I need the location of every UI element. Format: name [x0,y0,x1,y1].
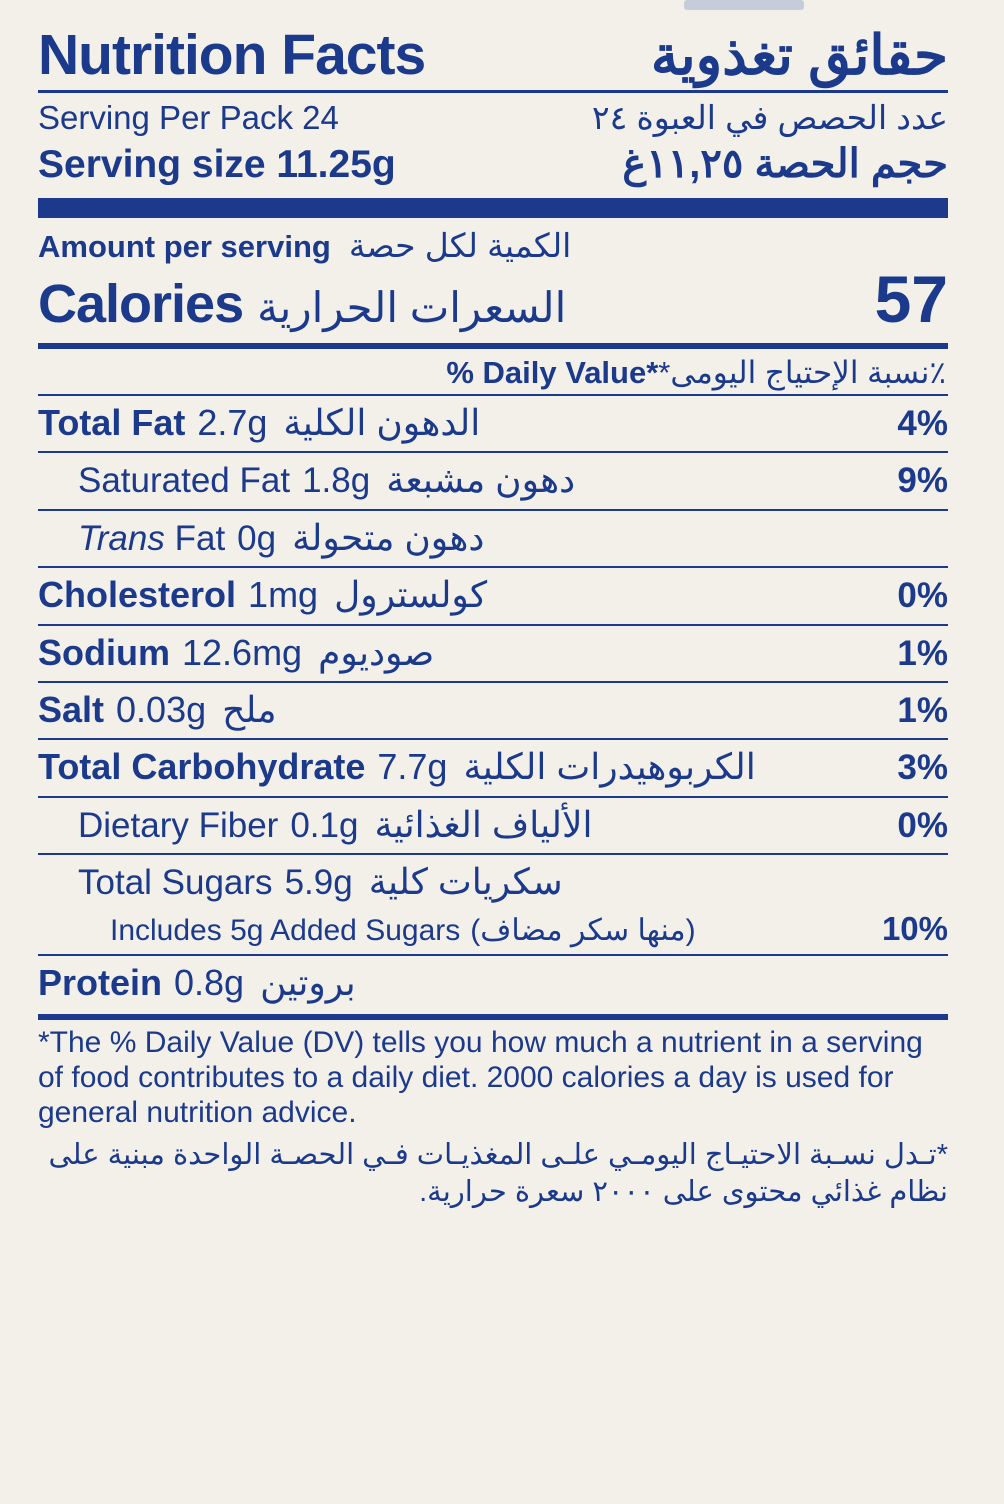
nutrient-name-arabic: كولسترول [334,574,488,616]
nutrient-name: Dietary Fiber [78,805,279,845]
calories-row [38,261,948,337]
nutrient-row-salt [38,686,948,735]
nutrient-row-sodium [38,629,948,678]
amount-per-serving-english: Amount per serving [38,228,331,264]
nutrient-name-arabic: دهون مشبعة [386,459,576,501]
nutrient-row-protein [38,959,948,1008]
added-sugars-english: Includes 5g Added Sugars [110,913,461,947]
nutrient-name: Protein [38,961,163,1003]
daily-value-header [38,355,948,391]
nutrient-percent: 9% [897,461,948,501]
nutrient-name-arabic: الكربوهيدرات الكلية [463,746,756,788]
nutrient-percent: 3% [897,748,948,788]
divider-under-dv [38,394,948,396]
serving-per-pack-row [38,99,948,137]
daily-value-english: % Daily Value* [446,354,659,390]
nutrient-name: Sodium [38,631,170,673]
divider-thick-top [38,198,948,218]
divider [38,853,948,855]
divider-under-title [38,90,948,93]
nutrient-percent: 0% [897,576,948,616]
serving-size-arabic: حجم الحصة ١١,٢٥غ [622,141,948,186]
title-arabic: حقائق تغذوية [650,24,948,86]
nutrient-name-arabic: صوديوم [318,631,435,673]
nutrient-row-total-fat [38,399,948,448]
serving-size-row [38,141,948,188]
nutrient-row-saturated-fat [38,456,948,505]
serving-per-pack-arabic: عدد الحصص في العبوة ٢٤ [591,98,948,136]
nutrient-name: Trans Fat [78,518,226,558]
divider [38,566,948,568]
nutrient-name: Cholesterol [38,574,237,616]
calories-label-english: Calories [38,273,244,334]
label-title [38,23,948,87]
divider [38,624,948,626]
added-sugars-row [38,908,948,951]
nutrient-name: Salt [38,688,105,730]
daily-value-arabic: ٪نسبة الإحتياج اليومى* [658,354,946,390]
nutrient-percent: 1% [897,690,948,730]
added-sugars-arabic: (منها سكر مضاف) [470,913,696,947]
nutrient-value: 1mg [248,574,319,616]
divider [38,681,948,683]
footnote-arabic: *تـدل نسـبة الاحتيـاج اليومـي علـى المغذيـات فـي الحصـة الواحدة مبنية على نظام غذائي محتوى على ٢٠٠٠ سعرة حرارية. [48,1138,948,1209]
nutrient-value: 1.8g [302,461,371,501]
divider [38,738,948,740]
nutrient-row-dietary-fiber [38,801,948,850]
title-english: Nutrition Facts [38,23,426,87]
nutrient-value: 0g [237,518,277,558]
divider [38,796,948,798]
nutrient-name-arabic: ملح [222,688,277,730]
footnote-english: *The % Daily Value (DV) tells you how much a nutrient in a serving of food contributes to a daily diet. 2000 calories a day is used for general nutrition advice. [38,1026,923,1129]
nutrient-name: Total Carbohydrate [38,746,366,788]
added-sugars-percent: 10% [881,909,948,947]
nutrient-name-arabic: دهون متحولة [292,516,485,558]
nutrient-name: Total Sugars [78,863,273,903]
nutrient-name: Total Fat [38,401,186,443]
nutrient-value: 5.9g [284,863,353,903]
nutrient-row-cholesterol [38,571,948,620]
divider [38,451,948,453]
nutrient-value: 12.6mg [182,631,303,673]
nutrient-name-arabic: الدهون الكلية [283,401,481,443]
nutrient-value: 2.7g [197,401,268,443]
nutrient-name-arabic: سكريات كلية [368,861,563,903]
divider [38,954,948,956]
nutrient-name-arabic: بروتين [260,961,356,1003]
nutrient-value: 0.8g [174,961,245,1003]
nutrient-row-total-carbohydrate [38,743,948,792]
amount-per-serving-arabic: الكمية لكل حصة [348,226,572,264]
nutrient-percent: 1% [897,633,948,673]
serving-per-pack-english: Serving Per Pack 24 [38,98,339,136]
divider-above-footnote [38,1014,948,1020]
nutrient-value: 0.03g [116,688,207,730]
calories-value: 57 [874,261,948,336]
nutrient-percent: 0% [897,805,948,845]
trans-italic: Trans [78,518,165,558]
amount-per-serving-row [38,226,948,265]
serving-size-english: Serving size 11.25g [38,142,396,186]
divider-under-calories [38,343,948,349]
nutrient-row-trans-fat [38,514,948,563]
divider [38,509,948,511]
nutrient-name: Saturated Fat [78,461,291,501]
nutrient-row-total-sugars [38,858,948,907]
nutrient-value: 7.7g [377,746,448,788]
nutrient-name-arabic: الألياف الغذائية [374,803,593,845]
print-smudge [684,0,804,10]
nutrient-percent: 4% [897,403,948,443]
nutrient-value: 0.1g [290,805,359,845]
calories-label-arabic: السعرات الحرارية [257,283,567,331]
